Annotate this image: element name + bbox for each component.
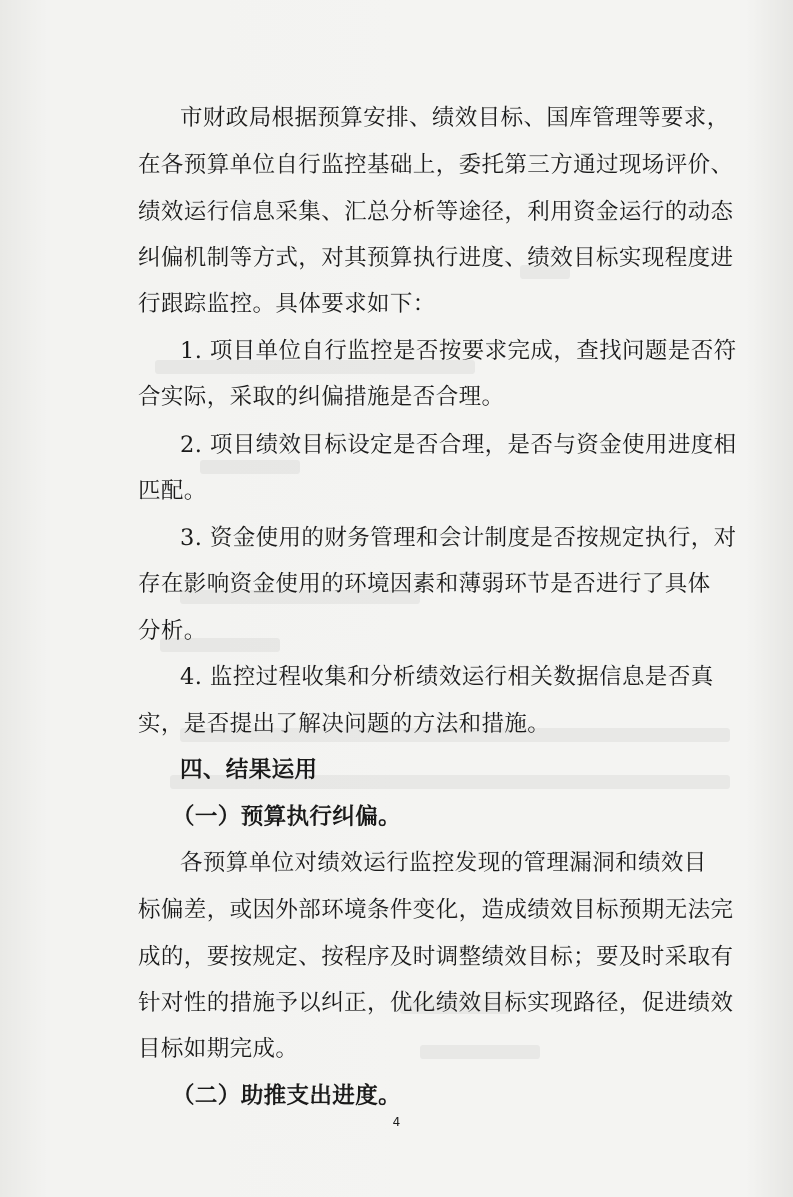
text-line: 各预算单位对绩效运行监控发现的管理漏洞和绩效目 [180, 850, 707, 876]
section-heading: 四、结果运用 [180, 757, 318, 783]
text-line: 3. 资金使用的财务管理和会计制度是否按规定执行，对 [180, 525, 737, 551]
text-line: 市财政局根据预算安排、绩效目标、国库管理等要求， [180, 105, 730, 131]
text-line: 针对性的措施予以纠正，优化绩效目标实现路径，促进绩效 [138, 990, 734, 1016]
text-line: 绩效运行信息采集、汇总分析等途径，利用资金运行的动态 [138, 199, 734, 225]
page-number: 4 [392, 1115, 401, 1129]
text-line: 成的，要按规定、按程序及时调整绩效目标；要及时采取有 [138, 944, 734, 970]
subsection-heading: （一）预算执行纠偏。 [172, 804, 402, 830]
text-line: 存在影响资金使用的环境因素和薄弱环节是否进行了具体 [138, 571, 711, 597]
text-line: 合实际，采取的纠偏措施是否合理。 [138, 384, 505, 410]
text-line: 分析。 [138, 618, 207, 644]
text-line: 行跟踪监控。具体要求如下： [138, 291, 436, 317]
subsection-heading: （二）助推支出进度。 [172, 1083, 402, 1109]
bleed-through-mark [200, 460, 300, 474]
text-line: 匹配。 [138, 478, 207, 504]
text-line: 实，是否提出了解决问题的方法和措施。 [138, 711, 551, 737]
text-line: 纠偏机制等方式，对其预算执行进度、绩效目标实现程度进 [138, 245, 734, 271]
text-line: 2. 项目绩效目标设定是否合理，是否与资金使用进度相 [180, 432, 737, 458]
text-line: 目标如期完成。 [138, 1036, 299, 1062]
text-line: 1. 项目单位自行监控是否按要求完成，查找问题是否符 [180, 338, 737, 364]
text-line: 4. 监控过程收集和分析绩效运行相关数据信息是否真 [180, 664, 714, 690]
text-line: 标偏差，或因外部环境条件变化，造成绩效目标预期无法完 [138, 897, 734, 923]
text-line: 在各预算单位自行监控基础上，委托第三方通过现场评价、 [138, 152, 734, 178]
